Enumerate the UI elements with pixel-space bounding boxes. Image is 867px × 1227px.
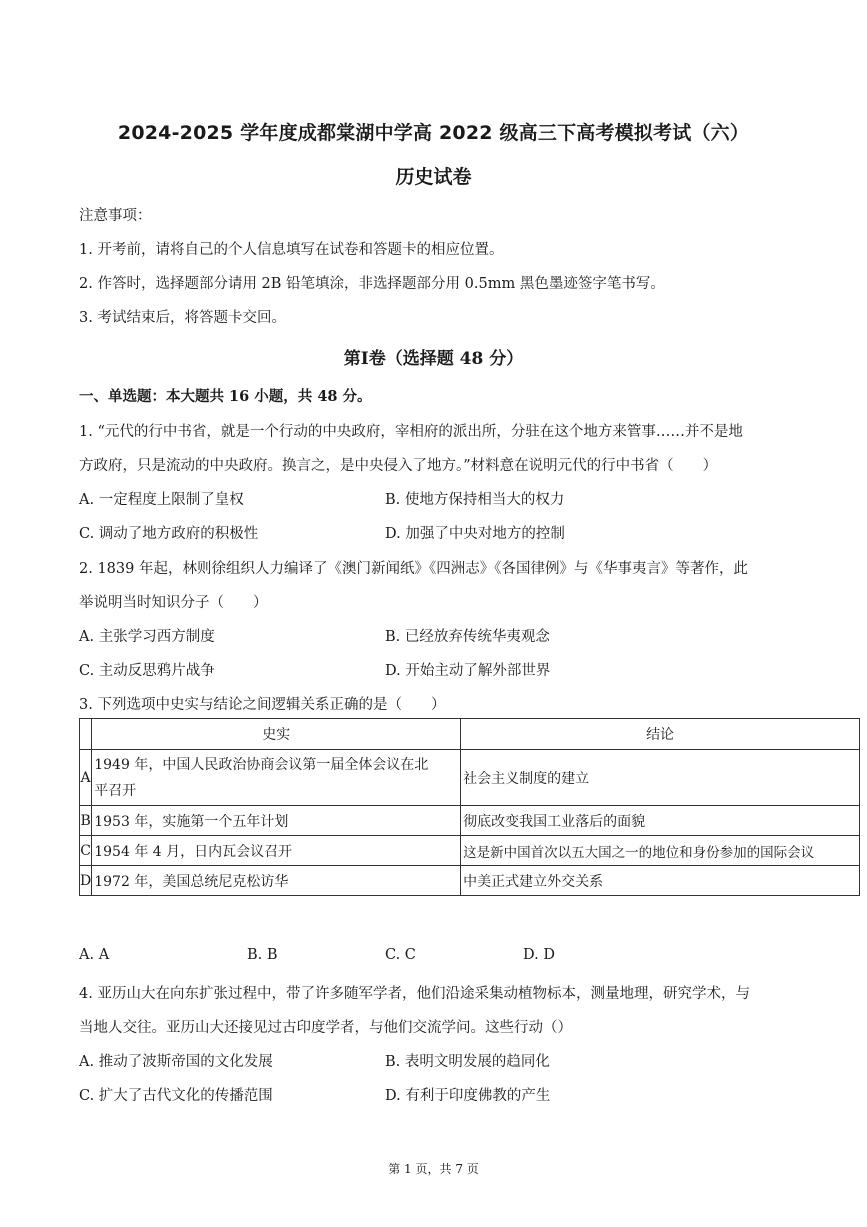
q3-option-d: D. D (523, 947, 555, 963)
table-header-blank (80, 719, 92, 750)
q2-option-d: D. 开始主动了解外部世界 (385, 663, 551, 679)
row-label: D (80, 866, 92, 896)
q2-option-c: C. 主动反思鸦片战争 (79, 663, 215, 679)
table-row (80, 836, 860, 866)
q3-stem: 3. 下列选项中史实与结论之间逻辑关系正确的是（ ） (79, 697, 446, 713)
q3-option-a: A. A (79, 947, 110, 963)
q1-stem-line1: 1. “元代的行中书省，就是一个行动的中央政府，宰相府的派出所，分驻在这个地方来管事……并不是地 (79, 424, 743, 440)
row-fact-line1: 1949 年，中国人民政治协商会议第一届全体会议在北 (94, 756, 429, 773)
exam-subtitle: 历史试卷 (395, 166, 472, 188)
q4-stem-line2: 当地人交往。亚历山大还接见过古印度学者，与他们交流学问。这些行动（） (79, 1020, 572, 1036)
table-header-row (80, 719, 860, 750)
q2-stem-line2: 举说明当时知识分子（ ） (79, 595, 268, 611)
q4-option-b: B. 表明文明发展的趋同化 (385, 1054, 550, 1070)
row-conclusion: 这是新中国首次以五大国之一的地位和身份参加的国际会议 (461, 836, 860, 866)
q1-stem-line2: 方政府，只是流动的中央政府。换言之，是中央侵入了地方。”材料意在说明元代的行中书省（ ） (79, 458, 718, 474)
q2-stem-line1: 2. 1839 年起，林则徐组织人力编译了《澳门新闻纸》《四洲志》《各国律例》与《华事夷言》等著作，此 (79, 561, 748, 577)
note-item-3: 3. 考试结束后，将答题卡交回。 (79, 310, 286, 326)
table-header-fact: 史实 (92, 719, 461, 750)
q3-table (79, 718, 860, 896)
row-fact-line2: 平召开 (94, 782, 137, 799)
q1-option-c: C. 调动了地方政府的积极性 (79, 526, 259, 542)
row-fact: 1954 年 4 月，日内瓦会议召开 (92, 836, 461, 866)
q1-option-a: A. 一定程度上限制了皇权 (79, 492, 244, 508)
page-footer: 第 1 页，共 7 页 (388, 1162, 479, 1176)
notes-heading: 注意事项： (79, 208, 152, 224)
note-item-2: 2. 作答时，选择题部分请用 2B 铅笔填涂，非选择题部分用 0.5mm 黑色墨迹签字笔书写。 (79, 276, 665, 292)
q4-stem-line1: 4. 亚历山大在向东扩张过程中，带了许多随军学者，他们沿途采集动植物标本，测量地理，研究学术，与 (79, 986, 750, 1002)
row-fact: 1953 年，实施第一个五年计划 (92, 806, 461, 836)
table-row (80, 750, 860, 806)
row-fact: 1972 年，美国总统尼克松访华 (92, 866, 461, 896)
table-header-conclusion: 结论 (461, 719, 860, 750)
exam-title: 2024-2025 学年度成都棠湖中学高 2022 级高三下高考模拟考试（六） (117, 122, 750, 144)
row-label: B (80, 806, 92, 836)
q4-option-a: A. 推动了波斯帝国的文化发展 (79, 1054, 273, 1070)
table-row (80, 806, 860, 836)
row-conclusion: 彻底改变我国工业落后的面貌 (461, 806, 860, 836)
row-conclusion: 社会主义制度的建立 (461, 750, 860, 806)
q1-option-b: B. 使地方保持相当大的权力 (385, 492, 565, 508)
q2-option-a: A. 主张学习西方制度 (79, 629, 215, 645)
q4-option-d: D. 有利于印度佛教的产生 (385, 1088, 551, 1104)
q1-option-d: D. 加强了中央对地方的控制 (385, 526, 565, 542)
part-heading: 一、单选题：本大题共 16 小题，共 48 分。 (79, 388, 372, 405)
q3-option-c: C. C (385, 947, 416, 963)
row-label: A (80, 750, 92, 806)
row-conclusion: 中美正式建立外交关系 (461, 866, 860, 896)
row-label: C (80, 836, 92, 866)
table-row (80, 866, 860, 896)
note-item-1: 1. 开考前，请将自己的个人信息填写在试卷和答题卡的相应位置。 (79, 242, 504, 258)
q2-option-b: B. 已经放弃传统华夷观念 (385, 629, 550, 645)
q4-option-c: C. 扩大了古代文化的传播范围 (79, 1088, 273, 1104)
q3-option-b: B. B (247, 947, 278, 963)
section-title: 第Ⅰ卷（选择题 48 分） (343, 349, 524, 369)
row-fact (92, 750, 461, 806)
